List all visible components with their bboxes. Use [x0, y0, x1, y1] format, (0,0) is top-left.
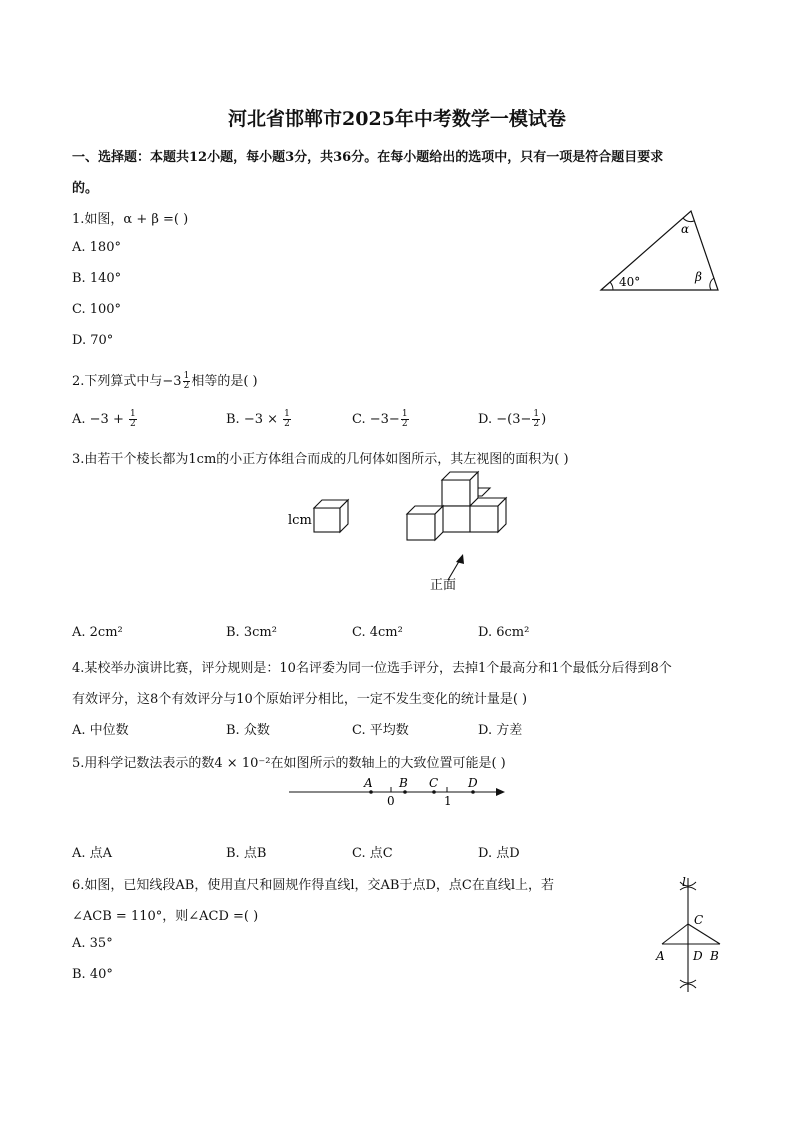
q5-number-line [285, 772, 510, 812]
label-b: B [399, 776, 408, 790]
q4-option-a: A. 中位数 [72, 723, 129, 738]
q6-stem-line2: ∠ACB = 110°，则∠ACD =( ) [72, 909, 259, 924]
q5-option-c: C. 点C [352, 846, 393, 861]
q6-option-b: B. 40° [72, 967, 113, 982]
q4-option-d: D. 方差 [478, 723, 523, 738]
q5-stem: 5.用科学记数法表示的数4 × 10⁻²在如图所示的数轴上的大致位置可能是( ) [72, 756, 506, 771]
q4-option-b: B. 众数 [226, 723, 270, 738]
q2-stem [72, 370, 258, 391]
front-view-label: 正面 [430, 578, 457, 593]
label-a: A [364, 776, 373, 790]
segment-bc [688, 924, 720, 944]
q5-option-d: D. 点D [478, 846, 520, 861]
q1-option-c: C. 100° [72, 302, 122, 317]
label-c: C [429, 776, 439, 790]
q1-option-b: B. 140° [72, 271, 122, 286]
segment-ac [662, 924, 688, 944]
unit-cube-front [314, 508, 340, 532]
page-title: 河北省邯郸市2025年中考数学一模试卷 [228, 108, 566, 130]
q2-option-d: D. −(3− $\frac{1}{2}$ ) [478, 409, 547, 429]
q5-option-b: B. 点B [226, 846, 267, 861]
q4-stem-line2: 有效评分，这8个有效评分与10个原始评分相比，一定不发生变化的统计量是( ) [72, 692, 528, 707]
angle-label-beta: β [695, 270, 702, 284]
q5-option-a: A. 点A [72, 846, 113, 861]
unit-cube-label: lcm [288, 513, 312, 528]
q1-triangle-figure [595, 205, 725, 297]
q3-option-d: D. 6cm² [478, 625, 530, 640]
point-a [369, 790, 373, 794]
axis-arrow [496, 788, 505, 796]
q2-stem-pre: 2.下列算式中与−3 [72, 374, 182, 389]
q2-stem-post: 相等的是( ) [191, 374, 258, 389]
point-c [432, 790, 436, 794]
angle-label-40: 40° [619, 275, 641, 289]
tick-label-1: 1 [444, 794, 452, 808]
q6-option-a: A. 35° [72, 936, 113, 951]
q1-stem: 1.如图，α + β =( ) [72, 212, 189, 227]
label-d: D [468, 776, 478, 790]
left-cube-front [407, 514, 435, 540]
q6-stem-line1: 6.如图，已知线段AB，使用直尺和圆规作得直线l，交AB于点D，点C在直线l上，若 [72, 878, 554, 893]
label-d: D [693, 949, 703, 963]
section-heading-cont: 的。 [72, 181, 99, 196]
q3-stem: 3.由若干个棱长都为1cm的小正方体组合而成的几何体如图所示，其左视图的面积为( ) [72, 452, 569, 467]
q1-option-a: A. 180° [72, 240, 121, 255]
tick-label-0: 0 [387, 794, 395, 808]
q2-stem-fraction: $\frac{1}{2}$ [183, 371, 190, 391]
q3-option-c: C. 4cm² [352, 625, 403, 640]
section-heading: 一、选择题：本题共12小题，每小题3分，共36分。在每小题给出的选项中，只有一项是符合题目要求 [72, 150, 664, 165]
q4-option-c: C. 平均数 [352, 723, 409, 738]
front-arrow-head [456, 554, 464, 564]
label-l: l [682, 875, 686, 889]
top-cube-front [442, 480, 470, 506]
q3-option-a: A. 2cm² [72, 625, 123, 640]
q2-option-b: B. −3 × $\frac{1}{2}$ [226, 409, 290, 429]
label-b: B [710, 949, 719, 963]
angle-label-alpha: α [681, 222, 690, 236]
q3-option-b: B. 3cm² [226, 625, 277, 640]
q2-option-a: A. −3 + $\frac{1}{2}$ [72, 409, 136, 429]
angle-arc-beta [710, 278, 714, 290]
q2-option-c: C. −3− $\frac{1}{2}$ [352, 409, 408, 429]
q3-cubes-figure [280, 468, 520, 596]
point-b [403, 790, 407, 794]
label-a: A [656, 949, 665, 963]
q4-stem-line1: 4.某校举办演讲比赛，评分规则是：10名评委为同一位选手评分，去掉1个最高分和1个最低分后得到8个 [72, 661, 672, 676]
q6-construction-figure [652, 872, 732, 1000]
label-c: C [694, 913, 704, 927]
q1-option-d: D. 70° [72, 333, 114, 348]
angle-arc-40 [610, 282, 613, 290]
point-d [471, 790, 475, 794]
